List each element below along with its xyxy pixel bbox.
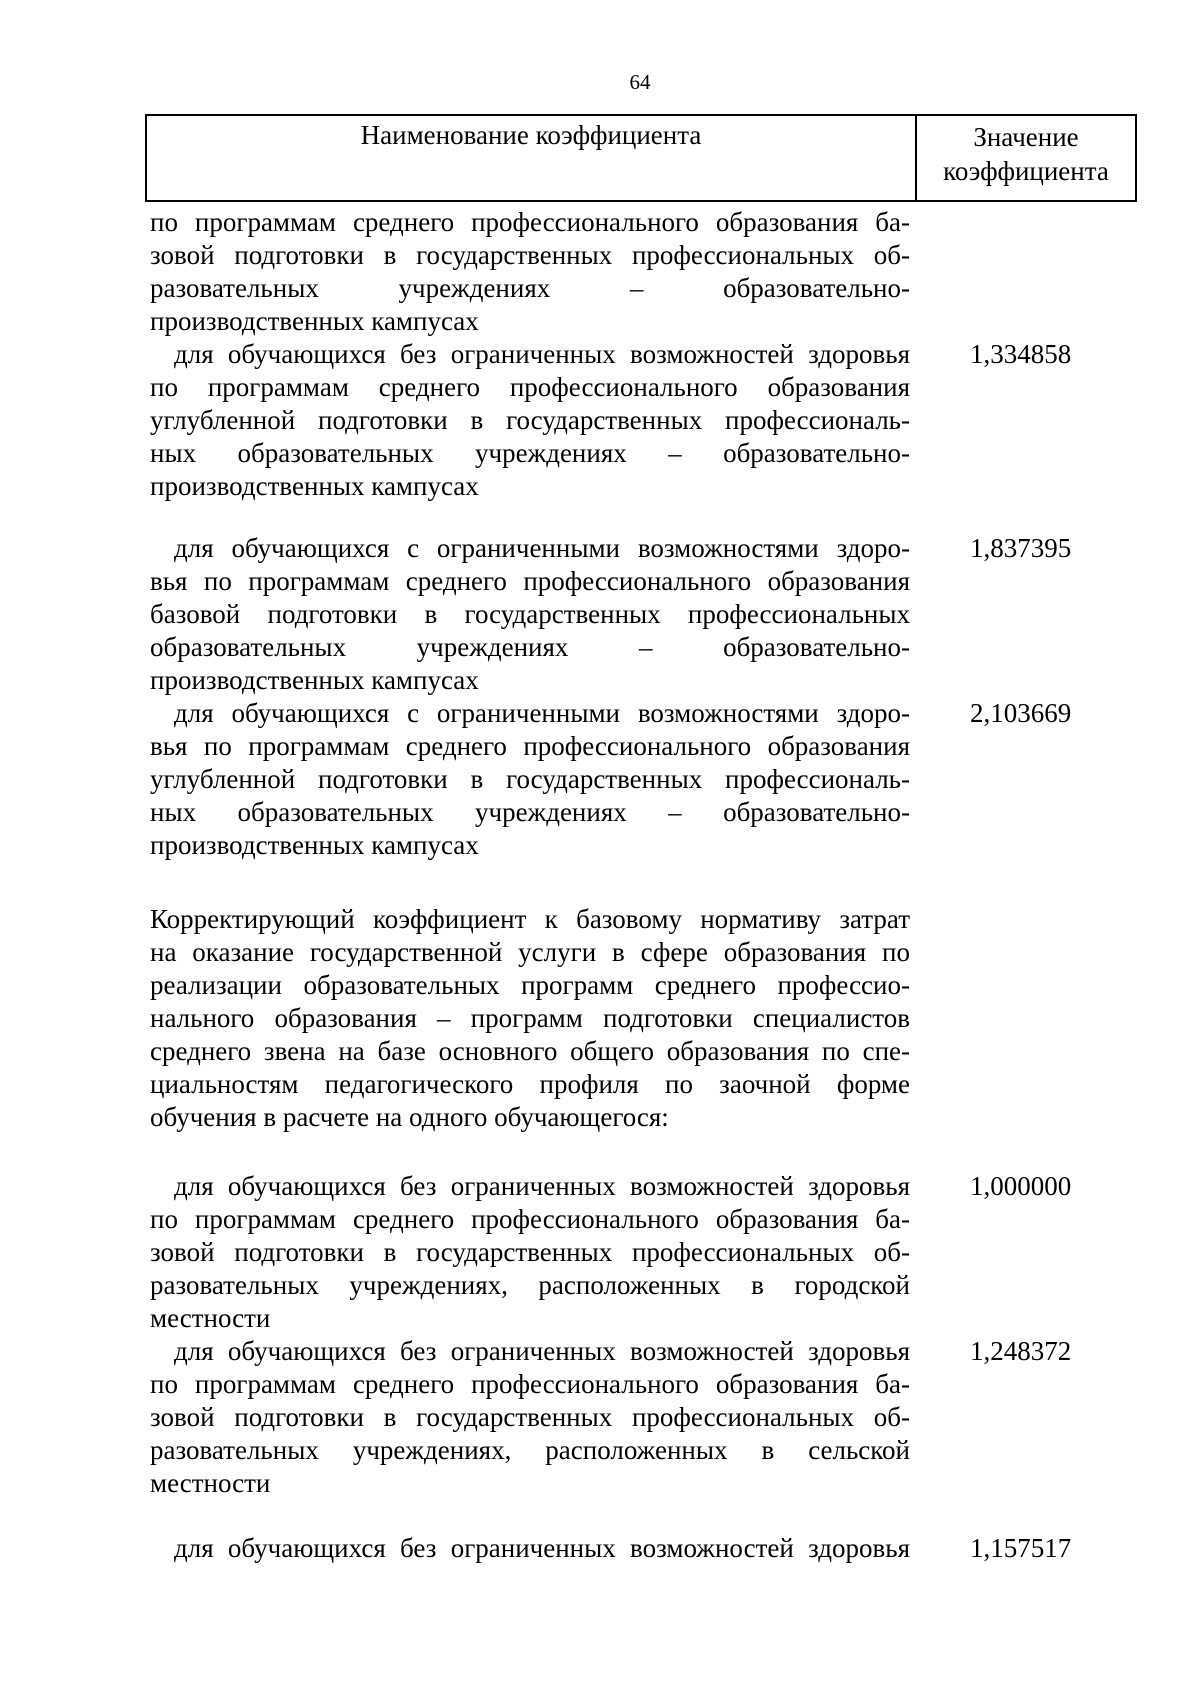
page-number: 64 [629,70,651,94]
text-line: производственных кампусах [150,830,479,860]
table-header [145,114,1137,202]
text-line: по программам среднего профессионального образования ба- [150,1204,910,1234]
text-line: местности [150,1468,271,1498]
text-line: местности [150,1303,271,1333]
coefficient-value: 2,103669 [970,698,1072,728]
column-header-value-line2: коэффициента [943,156,1109,186]
text-line: производственных кампусах [150,306,479,336]
text-line: разовательных учреждениях – образовательно- [150,273,910,303]
column-header-value-line1: Значение [973,122,1079,152]
coefficient-value: 1,334858 [970,339,1072,369]
coefficient-value: 1,837395 [970,533,1072,563]
coefficient-value: 1,248372 [970,1336,1072,1366]
text-line: для обучающихся с ограниченными возможностями здоро- [174,698,910,728]
text-line: для обучающихся без ограниченных возможностей здоровья [174,1171,910,1201]
text-line: среднего звена на базе основного общего образования по спе- [150,1036,910,1066]
text-line: реализации образовательных программ среднего профессио- [150,970,910,1000]
text-line: разовательных учреждениях, расположенных в городской [150,1270,910,1300]
coefficient-value: 1,000000 [970,1171,1072,1201]
text-line: обучения в расчете на одного обучающегося: [150,1102,669,1132]
text-line: базовой подготовки в государственных профессиональных [150,599,910,629]
text-line: вья по программам среднего профессионального образования [150,731,910,761]
text-line: образовательных учреждениях – образовательно- [150,632,910,662]
text-line: нального образования – программ подготовки специалистов [150,1003,910,1033]
coefficient-value: 1,157517 [970,1533,1072,1563]
text-line: на оказание государственной услуги в сфере образования по [150,937,910,967]
text-line: для обучающихся без ограниченных возможностей здоровья [174,1336,910,1366]
text-line: ных образовательных учреждениях – образовательно- [150,797,910,827]
text-line: производственных кампусах [150,471,479,501]
text-line: по программам среднего профессионального образования ба- [150,1369,910,1399]
text-line: зовой подготовки в государственных профессиональных об- [150,1237,910,1267]
text-line: разовательных учреждениях, расположенных в сельской [150,1435,910,1465]
text-line: циальностям педагогического профиля по заочной форме [150,1069,910,1099]
text-line: зовой подготовки в государственных профессиональных об- [150,240,910,270]
column-header-value [917,116,1135,200]
text-line: вья по программам среднего профессионального образования [150,566,910,596]
text-line: ных образовательных учреждениях – образовательно- [150,438,910,468]
text-line: Корректирующий коэффициент к базовому нормативу затрат [150,904,910,934]
text-line: для обучающихся без ограниченных возможностей здоровья [174,339,910,369]
text-line: для обучающихся с ограниченными возможностями здоро- [174,533,910,563]
column-header-name: Наименование коэффициента [147,116,917,200]
text-line: по программам среднего профессионального образования [150,372,910,402]
text-line: зовой подготовки в государственных профессиональных об- [150,1402,910,1432]
text-line: производственных кампусах [150,665,479,695]
text-line: углубленной подготовки в государственных профессиональ- [150,764,910,794]
text-line: для обучающихся без ограниченных возможностей здоровья [174,1533,910,1563]
text-line: углубленной подготовки в государственных профессиональ- [150,405,910,435]
text-line: по программам среднего профессионального образования ба- [150,207,910,237]
